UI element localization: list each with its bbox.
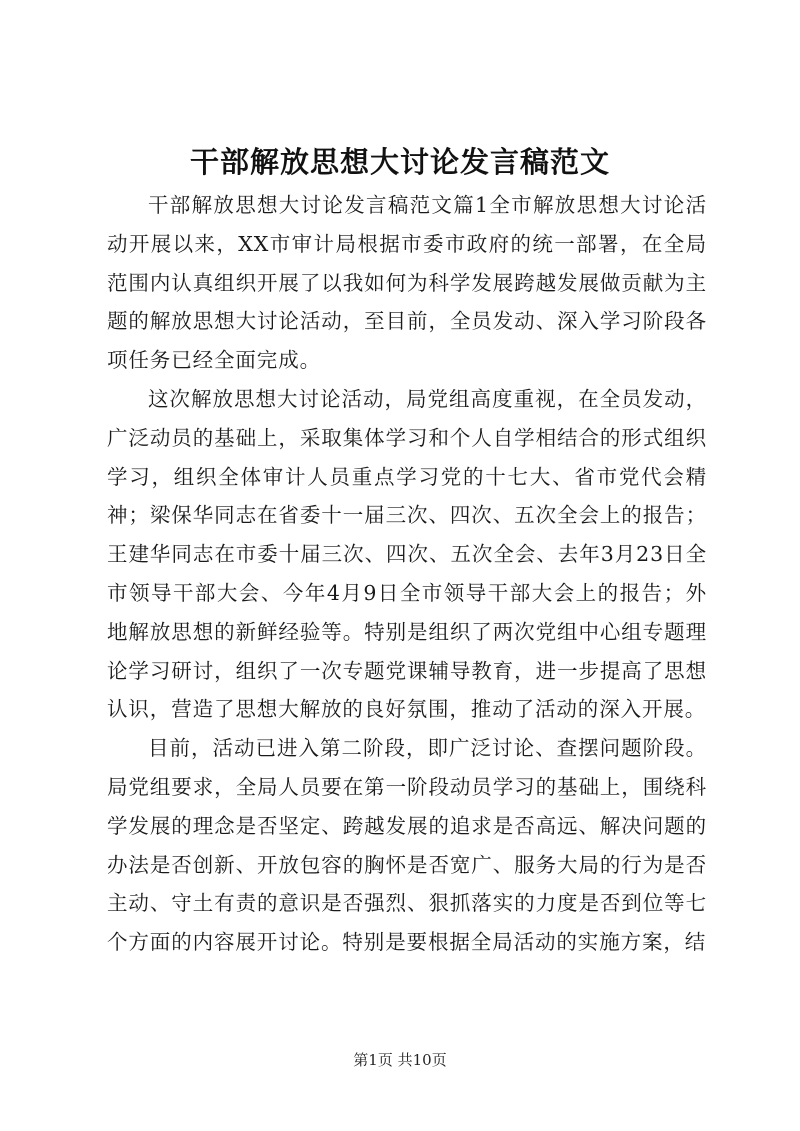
paragraph-3: 目前，活动已进入第二阶段，即广泛讨论、查摆问题阶段。局党组要求，全局人员要在第一阶段动员学习的基础上，围绕科学发展的理念是否坚定、跨越发展的追求是否高远、解决问题的办法是否创新、开放包容的胸怀是否宽广、服务大局的行为是否主动、守土有责的意识是否强烈、狠抓落实的力度是否到位等七个方面的内容展开讨论。特别是要根据全局活动的实施方案，结 (107, 736, 707, 955)
page-footer: 第1页 共10页 (353, 1051, 447, 1069)
paragraph-2: 这次解放思想大讨论活动，局党组高度重视，在全员发动，广泛动员的基础上，采取集体学习和个人自学相结合的形式组织学习，组织全体审计人员重点学习党的十七大、省市党代会精神；梁保华同志在省委十一届三次、四次、五次全会上的报告；王建华同志在市委十届三次、四次、五次全会、去年3月23日全市领导干部大会、今年4月9日全市领导干部大会上的报告；外地解放思想的新鲜经验等。特别是组织了两次党组中心组专题理论学习研讨，组织了一次专题党课辅导教育，进一步提高了思想认识，营造了思想大解放的良好氛围，推动了活动的深入开展。 (107, 386, 707, 722)
paragraph-1: 干部解放思想大讨论发言稿范文篇1全市解放思想大讨论活动开展以来，XX市审计局根据市委市政府的统一部署，在全局范围内认真组织开展了以我如何为科学发展跨越发展做贡献为主题的解放思想大讨论活动，至目前，全员发动、深入学习阶段各项任务已经全面完成。 (107, 193, 707, 373)
document-title: 干部解放思想大讨论发言稿范文 (189, 145, 610, 179)
document-body (107, 186, 707, 962)
